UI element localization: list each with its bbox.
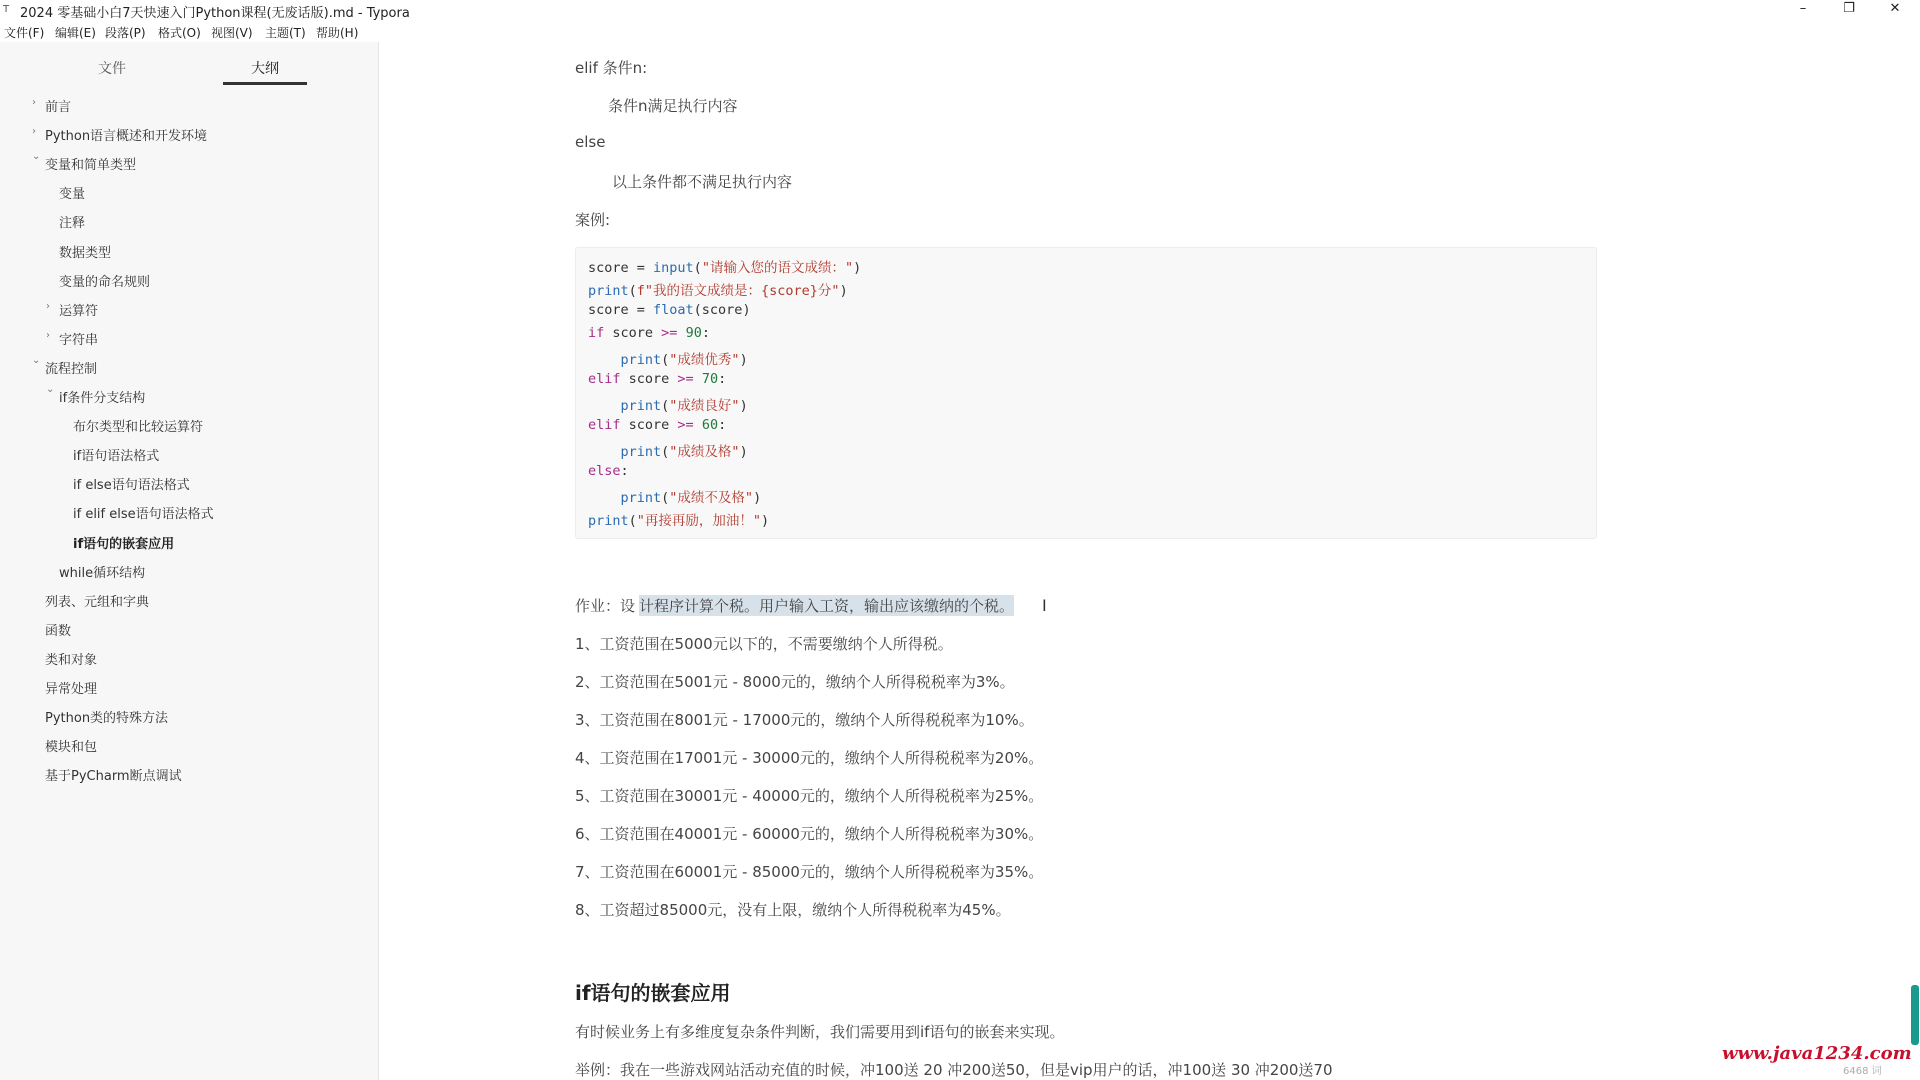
list-item: 5、工资范围在30001元 - 40000元的，缴纳个人所得税税率为25%。 <box>575 787 1044 805</box>
outline-item[interactable]: 变量 <box>59 187 86 202</box>
outline-item[interactable]: if语句的嵌套应用 <box>73 537 175 552</box>
menu-help[interactable]: 帮助(H) <box>316 26 359 40</box>
sidebar <box>0 42 379 1080</box>
minimize-button[interactable]: – <box>1799 1 1807 16</box>
menu-bar <box>0 22 380 42</box>
outline-item[interactable]: 基于PyCharm断点调试 <box>45 769 182 784</box>
outline-item[interactable]: 函数 <box>45 624 72 639</box>
menu-file[interactable]: 文件(F) <box>4 26 45 40</box>
code-line: score = float(score) <box>588 302 751 318</box>
outline-item[interactable]: 运算符 <box>59 304 99 319</box>
editor-content[interactable] <box>379 42 1920 1080</box>
watermark: www.java1234.com <box>1722 1043 1912 1064</box>
active-tab-indicator <box>223 82 307 85</box>
code-line: print("成绩不及格") <box>620 490 762 506</box>
code-line: else: <box>588 463 629 479</box>
outline-item[interactable]: Python类的特殊方法 <box>45 711 169 726</box>
list-item: 7、工资范围在60001元 - 85000元的，缴纳个人所得税税率为35%。 <box>575 863 1044 881</box>
outline-item[interactable]: while循环结构 <box>59 566 146 581</box>
scrollbar-thumb[interactable] <box>1911 985 1919 1045</box>
outline-item[interactable]: 流程控制 <box>45 362 98 377</box>
list-item: 6、工资范围在40001元 - 60000元的，缴纳个人所得税税率为30%。 <box>575 825 1044 843</box>
list-item: 1、工资范围在5000元以下的，不需要缴纳个人所得税。 <box>575 635 953 653</box>
menu-paragraph[interactable]: 段落(P) <box>105 26 146 40</box>
list-item: 4、工资范围在17001元 - 30000元的，缴纳个人所得税税率为20%。 <box>575 749 1044 767</box>
code-line: score = input("请输入您的语文成绩：") <box>588 260 862 276</box>
homework-selected-text: 计程序计算个税。用户输入工资，输出应该缴纳的个税。 <box>639 597 1015 615</box>
paragraph-elif-body: 条件n满足执行内容 <box>608 97 738 115</box>
tab-outline[interactable]: 大纲 <box>251 61 279 77</box>
code-line: print("再接再励，加油！") <box>588 513 770 529</box>
outline-item[interactable]: 异常处理 <box>45 682 98 697</box>
outline-item[interactable]: 字符串 <box>59 333 99 348</box>
outline-item[interactable]: Python语言概述和开发环境 <box>45 129 208 144</box>
menu-view[interactable]: 视图(V) <box>211 26 253 40</box>
menu-edit[interactable]: 编辑(E) <box>55 26 96 40</box>
chevron-right-icon[interactable]: › <box>46 330 50 341</box>
window-title: 2024 零基础小白7天快速入门Python课程(无废话版).md - Typora <box>20 6 410 21</box>
chevron-down-icon[interactable]: ⌄ <box>32 151 41 162</box>
outline-item[interactable]: 类和对象 <box>45 653 98 668</box>
paragraph-else: else <box>575 133 606 151</box>
menu-format[interactable]: 格式(O) <box>158 26 201 40</box>
restore-button[interactable]: ❐ <box>1843 1 1855 16</box>
close-button[interactable]: ✕ <box>1889 1 1901 16</box>
outline-item[interactable]: if条件分支结构 <box>59 391 146 406</box>
paragraph-example-label: 案例: <box>575 211 611 229</box>
code-line: print(f"我的语文成绩是：{score}分") <box>588 283 848 299</box>
outline-item[interactable]: if语句语法格式 <box>73 449 160 464</box>
list-item: 3、工资范围在8001元 - 17000元的，缴纳个人所得税税率为10%。 <box>575 711 1034 729</box>
section-heading: if语句的嵌套应用 <box>575 981 731 1005</box>
list-item: 2、工资范围在5001元 - 8000元的，缴纳个人所得税税率为3%。 <box>575 673 1015 691</box>
outline-item[interactable]: if elif else语句语法格式 <box>73 507 214 522</box>
paragraph-nested-intro: 有时候业务上有多维度复杂条件判断，我们需要用到if语句的嵌套来实现。 <box>575 1023 1065 1041</box>
word-count[interactable]: 6468 词 <box>1843 1066 1882 1077</box>
outline-item[interactable]: 前言 <box>45 100 72 115</box>
outline-item[interactable]: 列表、元组和字典 <box>45 595 150 610</box>
code-block[interactable] <box>575 247 1597 539</box>
text-cursor-icon: I <box>1042 596 1047 615</box>
title-bar <box>0 0 1920 22</box>
code-line: elif score >= 60: <box>588 417 727 433</box>
homework-prefix: 作业：设 <box>575 597 636 615</box>
outline-item[interactable]: 注释 <box>59 216 86 231</box>
code-line: print("成绩优秀") <box>620 352 748 368</box>
outline-item[interactable]: if else语句语法格式 <box>73 478 190 493</box>
code-line: if score >= 90: <box>588 325 710 341</box>
outline-item[interactable]: 变量和简单类型 <box>45 158 137 173</box>
paragraph-else-body: 以上条件都不满足执行内容 <box>612 173 793 191</box>
chevron-down-icon[interactable]: ⌄ <box>32 355 41 366</box>
outline-item[interactable]: 数据类型 <box>59 246 112 261</box>
outline-item[interactable]: 变量的命名规则 <box>59 275 151 290</box>
chevron-right-icon[interactable]: › <box>32 126 36 137</box>
chevron-right-icon[interactable]: › <box>32 97 36 108</box>
chevron-down-icon[interactable]: ⌄ <box>46 384 55 395</box>
paragraph-example: 举例：我在一些游戏网站活动充值的时候，冲100送 20 冲200送50，但是vip用户的话，冲100送 30 冲200送70 <box>575 1061 1333 1079</box>
code-line: print("成绩良好") <box>620 398 748 414</box>
typora-app-icon: T <box>3 4 10 15</box>
outline-item[interactable]: 布尔类型和比较运算符 <box>73 420 204 435</box>
chevron-right-icon[interactable]: › <box>46 301 50 312</box>
paragraph-elif: elif 条件n: <box>575 59 648 77</box>
code-line: elif score >= 70: <box>588 371 727 387</box>
list-item: 8、工资超过85000元，没有上限，缴纳个人所得税税率为45%。 <box>575 901 1011 919</box>
outline-item[interactable]: 模块和包 <box>45 740 98 755</box>
menu-theme[interactable]: 主题(T) <box>265 26 306 40</box>
tab-files[interactable]: 文件 <box>98 61 126 77</box>
code-line: print("成绩及格") <box>620 444 748 460</box>
